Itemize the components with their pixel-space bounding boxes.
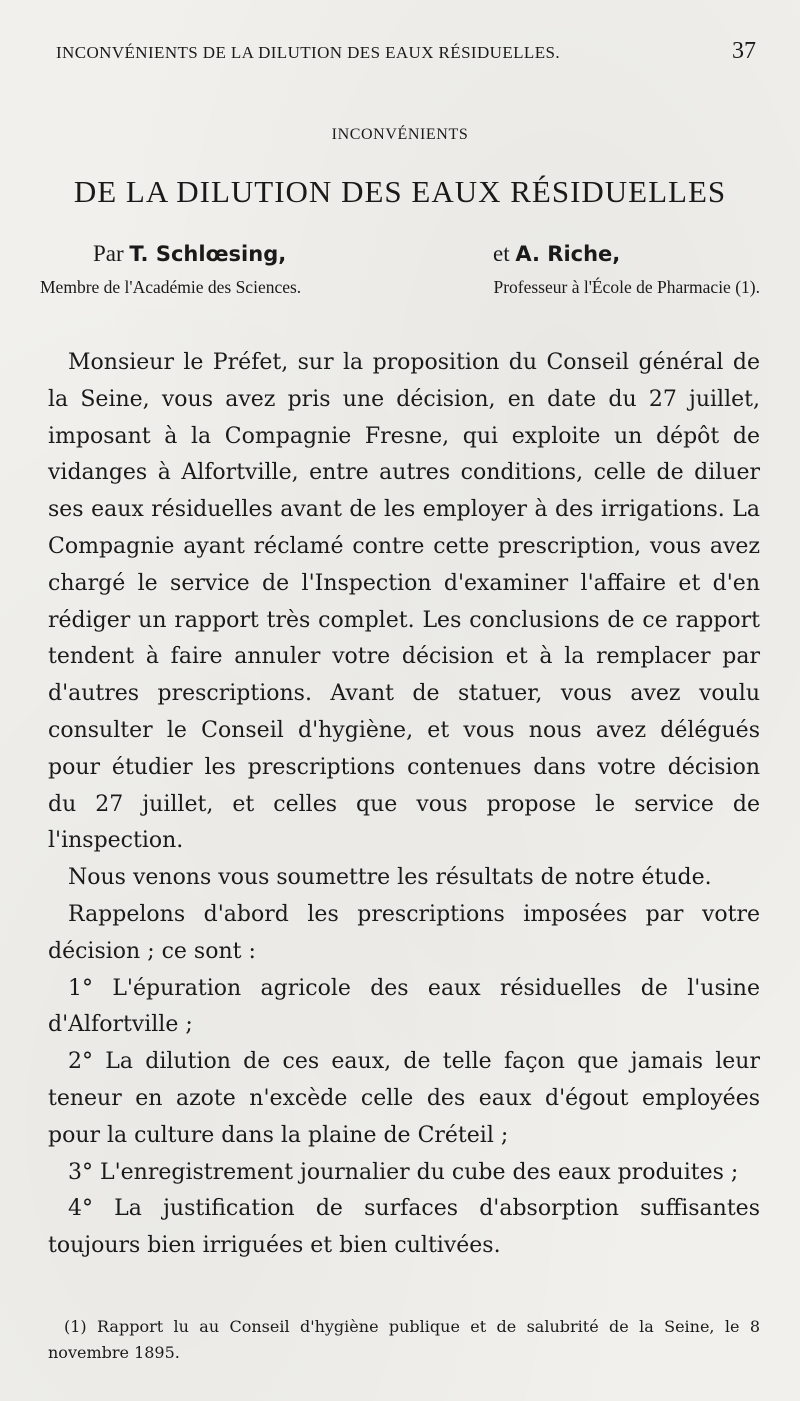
author-1-affiliation: Membre de l'Académie des Sciences. xyxy=(40,277,302,297)
author-2-prefix: et xyxy=(493,241,516,266)
prescription-4: 4° La justification de surfaces d'absorption suffisantes toujours bien irriguées et bien cultivées. xyxy=(48,1196,760,1259)
author-block xyxy=(40,241,760,298)
article-title: DE LA DILUTION DES EAUX RÉSIDUELLES xyxy=(73,174,727,209)
footnote xyxy=(48,1314,760,1366)
page-number: 37 xyxy=(732,38,756,64)
article-body xyxy=(48,345,760,1265)
paragraph-intro: Monsieur le Préfet, sur la proposition du Conseil général de la Seine, vous avez pris une décision, en date du 27 juillet, imposant à la Compagnie Fresne, qui exploite un dépôt de vidanges à Alfortville, entre autres conditions, celle de diluer ses eaux résiduelles avant de les employer à des irrigations. La Compagnie ayant réclamé contre cette prescription, vous avez chargé le service de l'Inspection d'examiner l'affaire et d'en rédiger un rapport très complet. Les conclusions de ce rapport tendent à faire annuler votre décision et à la remplacer par d'autres prescriptions. Avant de statuer, vous avez voulu consulter le Conseil d'hygiène, et vous nous avez délégués pour étudier les prescriptions contenues dans votre décision du 27 juillet, et celles que vous propose le service de l'inspection. xyxy=(48,350,760,854)
prescription-2: 2° La dilution de ces eaux, de telle façon que jamais leur teneur en azote n'excède celle des eaux d'égout employées pour la culture dans la plaine de Créteil ; xyxy=(48,1049,760,1148)
prescription-1: 1° L'épuration agricole des eaux résiduelles de l'usine d'Alfortville ; xyxy=(48,975,760,1038)
paragraph-prescriptions-intro: Rappelons d'abord les prescriptions imposées par votre décision ; ce sont : xyxy=(48,901,760,964)
running-head xyxy=(56,38,756,65)
author-names xyxy=(40,241,760,273)
paragraph-submission: Nous venons vous soumettre les résultats de notre étude. xyxy=(68,865,712,891)
author-1-prefix: Par xyxy=(93,241,130,266)
author-affiliations xyxy=(40,277,760,298)
author-1-name: T. Schlœsing, xyxy=(129,242,287,266)
footnote-text: (1) Rapport lu au Conseil d'hygiène publique et de salubrité de la Seine, le 8 novembre 1895. xyxy=(48,1317,760,1362)
running-title: INCONVÉNIENTS DE LA DILUTION DES EAUX RÉSIDUELLES. xyxy=(56,43,560,62)
article-kicker: INCONVÉNIENTS xyxy=(331,126,469,143)
author-2 xyxy=(493,241,620,267)
prescription-3: 3° L'enregistrement journalier du cube des eaux produites ; xyxy=(68,1159,739,1185)
author-2-affiliation: Professeur à l'École de Pharmacie (1). xyxy=(493,277,760,297)
author-2-name: A. Riche, xyxy=(515,242,621,266)
author-1 xyxy=(93,241,286,267)
